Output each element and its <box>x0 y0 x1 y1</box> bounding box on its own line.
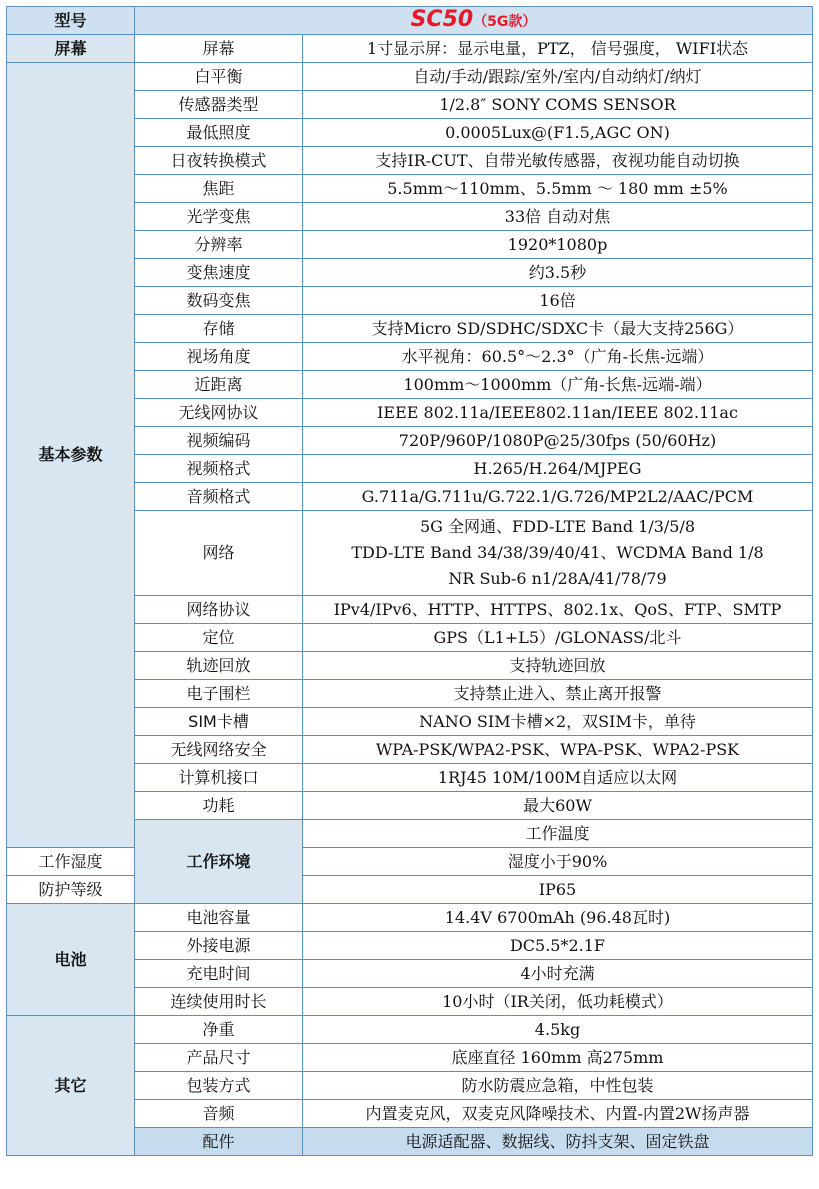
category-battery: 电池 <box>7 904 135 1016</box>
table-row <box>7 63 813 91</box>
spec-label: 工作湿度 <box>7 848 135 876</box>
spec-value: 内置麦克风，双麦克风降噪技术、内置-内置2W扬声器 <box>303 1100 813 1128</box>
table-row <box>7 848 813 876</box>
spec-value: IEEE 802.11a/IEEE802.11an/IEEE 802.11ac <box>303 399 813 427</box>
spec-value: 最大60W <box>303 792 813 820</box>
spec-value: 湿度小于90% <box>303 848 813 876</box>
table-row <box>7 35 813 63</box>
spec-value: 支持轨迹回放 <box>303 652 813 680</box>
spec-value: 支持禁止进入、禁止离开报警 <box>303 680 813 708</box>
model-cell <box>135 7 813 35</box>
spec-label: 工作温度 <box>303 820 813 848</box>
spec-value: 33倍 自动对焦 <box>303 203 813 231</box>
spec-label: 白平衡 <box>135 63 303 91</box>
spec-label: 配件 <box>135 1128 303 1156</box>
model-label: 型号 <box>7 7 135 35</box>
spec-label: 功耗 <box>135 792 303 820</box>
spec-value: WPA-PSK/WPA2-PSK、WPA-PSK、WPA2-PSK <box>303 736 813 764</box>
spec-value: H.265/H.264/MJPEG <box>303 455 813 483</box>
spec-value: DC5.5*2.1F <box>303 932 813 960</box>
spec-value: NANO SIM卡槽×2，双SIM卡，单待 <box>303 708 813 736</box>
spec-label: SIM卡槽 <box>135 708 303 736</box>
model-suffix: （5G款） <box>473 13 537 30</box>
spec-value: 0.0005Lux@(F1.5,AGC ON) <box>303 119 813 147</box>
spec-label: 日夜转换模式 <box>135 147 303 175</box>
spec-label: 视场角度 <box>135 343 303 371</box>
spec-label: 数码变焦 <box>135 287 303 315</box>
spec-value: 14.4V 6700mAh (96.48瓦时) <box>303 904 813 932</box>
spec-label: 计算机接口 <box>135 764 303 792</box>
spec-label: 网络协议 <box>135 596 303 624</box>
spec-value: 电源适配器、数据线、防抖支架、固定铁盘 <box>303 1128 813 1156</box>
spec-label: 光学变焦 <box>135 203 303 231</box>
spec-label: 分辨率 <box>135 231 303 259</box>
spec-value: 10小时（IR关闭，低功耗模式） <box>303 988 813 1016</box>
spec-label: 无线网协议 <box>135 399 303 427</box>
spec-label: 连续使用时长 <box>135 988 303 1016</box>
spec-value: 16倍 <box>303 287 813 315</box>
spec-label: 净重 <box>135 1016 303 1044</box>
category-screen: 屏幕 <box>7 35 135 63</box>
spec-label: 屏幕 <box>135 35 303 63</box>
spec-value: 水平视角：60.5°～2.3°（广角-长焦-远端） <box>303 343 813 371</box>
spec-label: 定位 <box>135 624 303 652</box>
spec-value: 支持IR-CUT、自带光敏传感器，夜视功能自动切换 <box>303 147 813 175</box>
table-row <box>7 904 813 932</box>
spec-value: 100mm～1000mm（广角-长焦-远端-端） <box>303 371 813 399</box>
spec-label: 存储 <box>135 315 303 343</box>
spec-value: 支持Micro SD/SDHC/SDXC卡（最大支持256G） <box>303 315 813 343</box>
spec-value: IP65 <box>303 876 813 904</box>
spec-value-line: 5G 全网通、FDD-LTE Band 1/3/5/8 <box>419 517 696 536</box>
category-work-environment: 工作环境 <box>135 820 303 904</box>
spec-label: 焦距 <box>135 175 303 203</box>
spec-label: 传感器类型 <box>135 91 303 119</box>
spec-value <box>303 511 813 596</box>
spec-value: G.711a/G.711u/G.722.1/G.726/MP2L2/AAC/PCM <box>303 483 813 511</box>
spec-value-line: NR Sub-6 n1/28A/41/78/79 <box>448 569 667 588</box>
category-basic-params: 基本参数 <box>7 63 135 848</box>
spec-label: 产品尺寸 <box>135 1044 303 1072</box>
spec-value: 5.5mm～110mm、5.5mm ～ 180 mm ±5% <box>303 175 813 203</box>
spec-label: 最低照度 <box>135 119 303 147</box>
category-other: 其它 <box>7 1016 135 1156</box>
spec-label: 电子围栏 <box>135 680 303 708</box>
spec-value: 底座直径 160mm 高275mm <box>303 1044 813 1072</box>
spec-label: 近距离 <box>135 371 303 399</box>
spec-sheet <box>6 6 812 1156</box>
spec-label: 变焦速度 <box>135 259 303 287</box>
spec-value-line: TDD-LTE Band 34/38/39/40/41、WCDMA Band 1/8 <box>351 543 764 562</box>
spec-value: 1寸显示屏：显示电量，PTZ， 信号强度， WIFI状态 <box>303 35 813 63</box>
spec-value: 约3.5秒 <box>303 259 813 287</box>
spec-value: IPv4/IPv6、HTTP、HTTPS、802.1x、QoS、FTP、SMTP <box>303 596 813 624</box>
table-row <box>7 1016 813 1044</box>
spec-value: 4.5kg <box>303 1016 813 1044</box>
spec-value: 720P/960P/1080P@25/30fps (50/60Hz) <box>303 427 813 455</box>
table-row <box>7 876 813 904</box>
model-name: SC50 <box>410 6 474 32</box>
spec-value: 1920*1080p <box>303 231 813 259</box>
spec-label: 视频编码 <box>135 427 303 455</box>
spec-label: 轨迹回放 <box>135 652 303 680</box>
spec-label: 包装方式 <box>135 1072 303 1100</box>
spec-label: 视频格式 <box>135 455 303 483</box>
spec-label: 音频 <box>135 1100 303 1128</box>
spec-table <box>6 6 813 1156</box>
spec-label: 防护等级 <box>7 876 135 904</box>
spec-label: 充电时间 <box>135 960 303 988</box>
spec-value: 自动/手动/跟踪/室外/室内/自动纳灯/纳灯 <box>303 63 813 91</box>
spec-value: 1RJ45 10M/100M自适应以太网 <box>303 764 813 792</box>
spec-label: 网络 <box>135 511 303 596</box>
spec-label: 音频格式 <box>135 483 303 511</box>
spec-value: 1/2.8″ SONY COMS SENSOR <box>303 91 813 119</box>
header-row <box>7 7 813 35</box>
spec-label: 无线网络安全 <box>135 736 303 764</box>
spec-value: 防水防震应急箱，中性包装 <box>303 1072 813 1100</box>
spec-label: 外接电源 <box>135 932 303 960</box>
spec-value: 4小时充满 <box>303 960 813 988</box>
spec-value: GPS（L1+L5）/GLONASS/北斗 <box>303 624 813 652</box>
spec-label: 电池容量 <box>135 904 303 932</box>
